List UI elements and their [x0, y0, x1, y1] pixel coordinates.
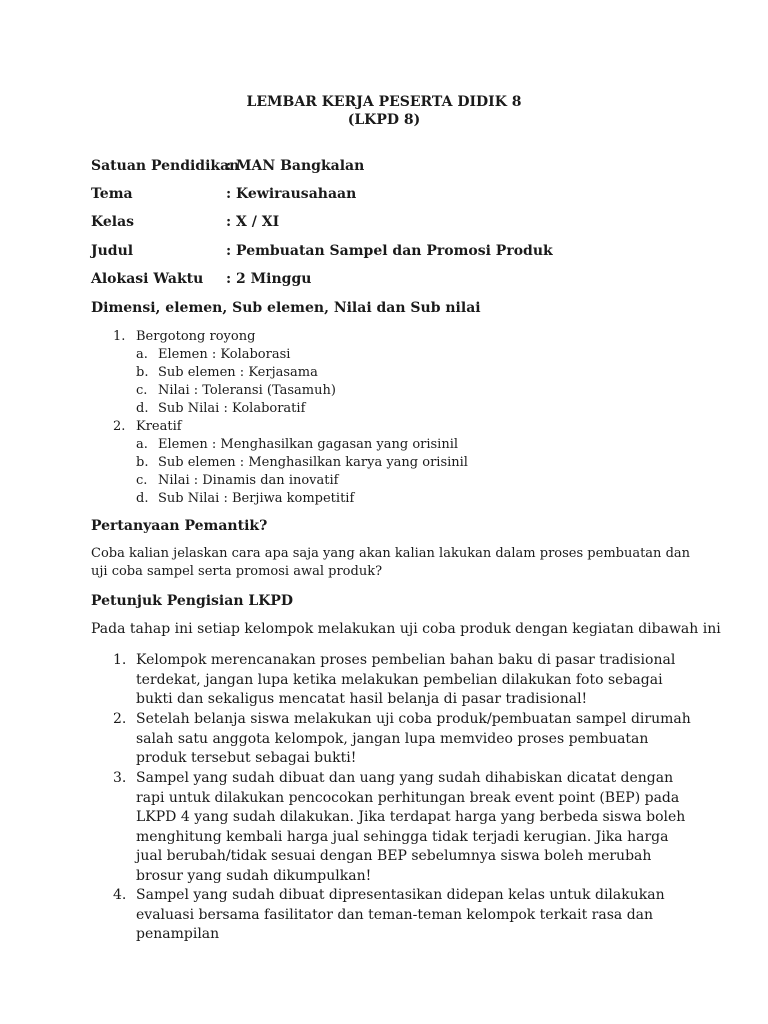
list-number: 2.	[113, 711, 127, 727]
meta-value: : X / XI	[226, 214, 280, 230]
list-letter: a.	[136, 347, 148, 362]
meta-label: Judul	[91, 243, 134, 259]
list-letter: d.	[136, 401, 149, 416]
dimensi-subitem: Elemen : Kolaborasi	[158, 347, 291, 362]
document-title: LEMBAR KERJA PESERTA DIDIK 8	[246, 94, 522, 110]
list-letter: c.	[136, 473, 148, 488]
petunjuk-item: Sampel yang sudah dibuat dan uang yang sudah dihabiskan dicatat dengan rapi untuk dilakukan pencocokan perhitungan break event point (BEP) pada LKPD 4 yang sudah dilakukan. Jika terdapat harga yang berbeda siswa boleh menghitung kembali harga jual sehingga tidak terjadi kerugian. Jika harga jual berubah/tidak sesuai dengan BEP sebelumnya siswa boleh merubah brosur yang sudah dikumpulkan!	[136, 770, 686, 884]
petunjuk-intro: Pada tahap ini setiap kelompok melakukan uji coba produk dengan kegiatan dibawah ini	[91, 621, 721, 637]
list-letter: d.	[136, 491, 149, 506]
petunjuk-item: Setelah belanja siswa melakukan uji coba produk/pembuatan sampel dirumah salah satu anggota kelompok, jangan lupa memvideo proses pembuatan produk tersebut sebagai bukti!	[136, 711, 691, 767]
meta-label: Satuan Pendidikan	[91, 158, 240, 174]
dimensi-subitem: Nilai : Toleransi (Tasamuh)	[158, 383, 336, 398]
list-letter: b.	[136, 365, 149, 380]
meta-value: : MAN Bangkalan	[226, 158, 365, 174]
pemantik-heading: Pertanyaan Pemantik?	[91, 518, 268, 534]
meta-label: Alokasi Waktu	[91, 271, 204, 287]
list-number: 2.	[113, 419, 126, 434]
dimensi-subitem: Nilai : Dinamis dan inovatif	[158, 473, 339, 488]
list-number: 4.	[113, 887, 127, 903]
list-letter: a.	[136, 437, 148, 452]
dimensi-item-label: Bergotong royong	[136, 329, 256, 344]
dimensi-subitem: Sub elemen : Menghasilkan karya yang orisinil	[158, 455, 468, 470]
dimensi-heading: Dimensi, elemen, Sub elemen, Nilai dan Sub nilai	[91, 300, 481, 316]
dimensi-subitem: Elemen : Menghasilkan gagasan yang orisinil	[158, 437, 459, 452]
dimensi-subitem: Sub Nilai : Kolaboratif	[158, 401, 306, 416]
meta-label: Kelas	[91, 214, 135, 230]
list-letter: b.	[136, 455, 149, 470]
list-letter: c.	[136, 383, 148, 398]
meta-value: : Pembuatan Sampel dan Promosi Produk	[226, 243, 553, 259]
petunjuk-heading: Petunjuk Pengisian LKPD	[91, 593, 294, 609]
meta-value: : 2 Minggu	[226, 271, 312, 287]
pemantik-text: Coba kalian jelaskan cara apa saja yang akan kalian lakukan dalam proses pembuatan dan uji coba sampel serta promosi awal produk?	[91, 546, 691, 579]
list-number: 1.	[113, 652, 127, 668]
petunjuk-item: Sampel yang sudah dibuat dipresentasikan didepan kelas untuk dilakukan evaluasi bersama fasilitator dan teman-teman kelompok terkait rasa dan penampilan	[136, 887, 665, 943]
dimensi-subitem: Sub Nilai : Berjiwa kompetitif	[158, 491, 355, 506]
list-number: 3.	[113, 770, 127, 786]
petunjuk-item: Kelompok merencanakan proses pembelian bahan baku di pasar tradisional terdekat, jangan lupa ketika melakukan pembelian dilakukan foto sebagai bukti dan sekaligus mencatat hasil belanja di pasar tradisional!	[136, 652, 676, 708]
document-subtitle: (LKPD 8)	[347, 112, 421, 128]
list-number: 1.	[113, 329, 126, 344]
meta-value: : Kewirausahaan	[226, 186, 357, 202]
dimensi-subitem: Sub elemen : Kerjasama	[158, 365, 318, 380]
meta-label: Tema	[91, 186, 133, 202]
dimensi-item-label: Kreatif	[136, 419, 182, 434]
